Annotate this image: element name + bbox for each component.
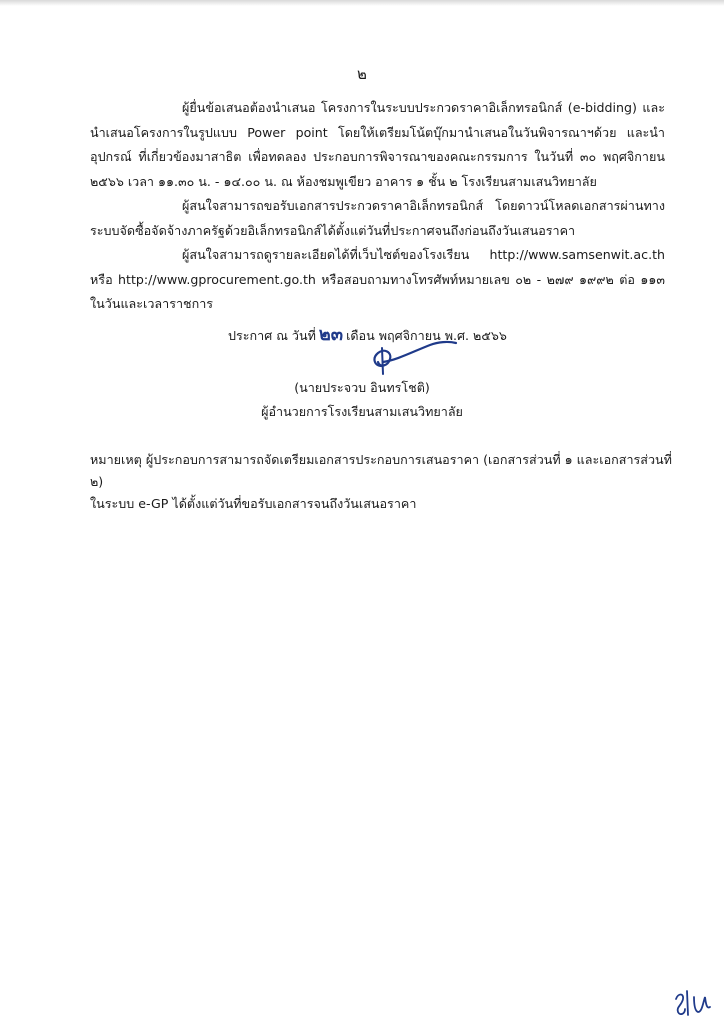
- announcement-day: ๒๓: [318, 324, 344, 345]
- remark-line-2: ในระบบ e-GP ได้ตั้งแต่วันที่ขอรับเอกสารจนถึงวันเสนอราคา: [90, 496, 417, 511]
- signer-name: (นายประจวบ อินทรโชติ): [294, 380, 430, 395]
- handwritten-initials-image: [670, 985, 712, 1019]
- announcement-prefix: ประกาศ ณ วันที่: [228, 328, 316, 343]
- signer-title: ผู้อำนวยการโรงเรียนสามเสนวิทยาลัย: [261, 404, 463, 419]
- remark-note: [90, 449, 680, 515]
- scan-edge: [0, 0, 724, 6]
- signature-image: [352, 340, 462, 378]
- announcement-month-year: เดือน พฤศจิกายน พ.ศ. ๒๕๖๖: [346, 328, 507, 343]
- paragraph-contact-info: ผู้สนใจสามารถดูรายละเอียดได้ที่เว็บไซต์ของโรงเรียน http://www.samsenwit.ac.th หรือ http://www.gprocurement.go.th หรือสอบถามทางโทรศัพท์หมายเลข ๐๒ - ๒๗๙ ๑๙๙๒ ต่อ ๑๑๓ ในวันและเวลาราชการ: [90, 247, 665, 311]
- paragraph-document-download: ผู้สนใจสามารถขอรับเอกสารประกวดราคาอิเล็กทรอนิกส์ โดยดาวน์โหลดเอกสารผ่านทางระบบจัดซื้อจัดจ้างภาครัฐด้วยอิเล็กทรอนิกส์ได้ตั้งแต่วันที่ประกาศจนถึงก่อนถึงวันเสนอราคา: [90, 198, 665, 238]
- paragraph-presentation: ผู้ยื่นข้อเสนอต้องนำเสนอ โครงการในระบบประกวดราคาอิเล็กทรอนิกส์ (e-bidding) และนำเสนอโครงการในรูปแบบ Power point โดยให้เตรียมโน้ตบุ๊กมานำเสนอในวันพิจารณาฯด้วย และนำอุปกรณ์ ที่เกี่ยวข้องมาสาธิต เพื่อทดลอง ประกอบการพิจารณาของคณะกรรมการ ในวันที่ ๓๐ พฤศจิกายน ๒๕๖๖ เวลา ๑๑.๓๐ น. - ๑๔.๐๐ น. ณ ห้องชมพูเขียว อาคาร ๑ ชั้น ๒ โรงเรียนสามเสนวิทยาลัย: [90, 100, 665, 189]
- page-number: ๒: [357, 65, 367, 83]
- remark-line-1: หมายเหตุ ผู้ประกอบการสามารถจัดเตรียมเอกสารประกอบการเสนอราคา (เอกสารส่วนที่ ๑ และเอกสารส่วนที่ ๒): [90, 452, 672, 489]
- body-text: [90, 96, 665, 317]
